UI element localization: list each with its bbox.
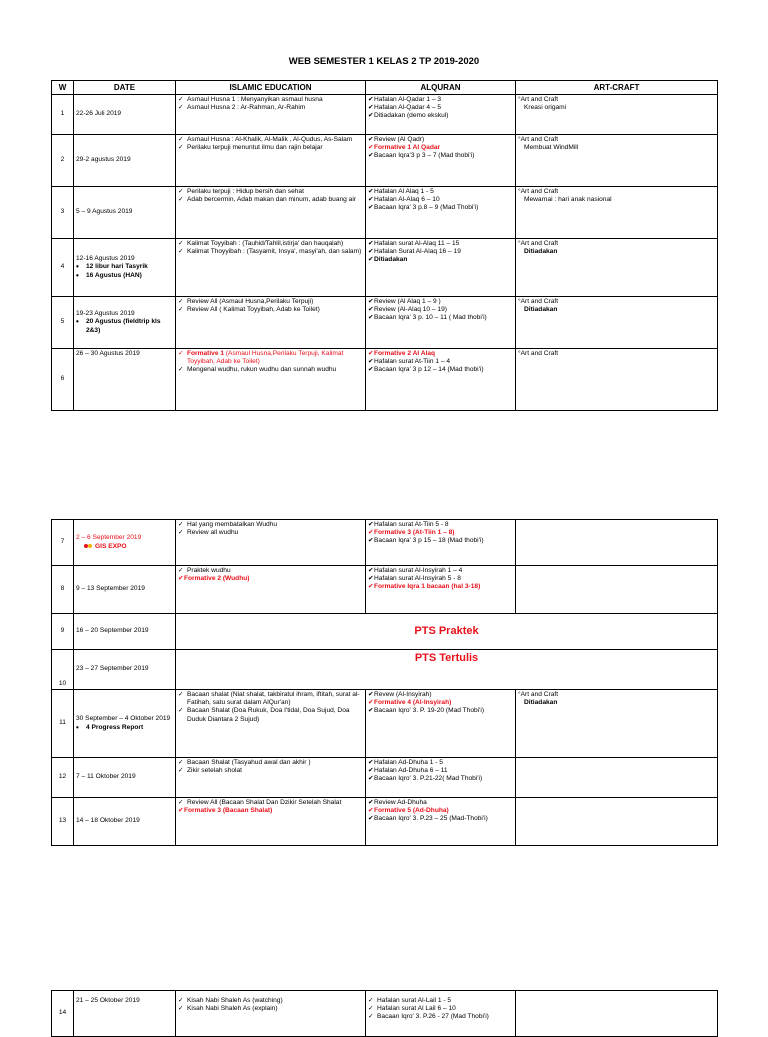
date-cell	[74, 690, 176, 758]
list-item	[178, 350, 363, 366]
page-title: WEB SEMESTER 1 KELAS 2 TP 2019-2020	[288, 56, 480, 67]
table-row	[52, 239, 718, 297]
header-alquran: ALQURAN	[366, 81, 516, 95]
list-item: ✔ Bacaan Iqro' 3. P.21-22( Mad Thobi'i)	[368, 775, 513, 783]
header-date: DATE	[74, 81, 176, 95]
list-item: ✔ Hafalan surat At-Tiin 1 – 4	[368, 358, 513, 366]
list-item: ✔ Review (Al Qadr)	[368, 136, 513, 144]
table-row	[52, 650, 718, 690]
list-item: ✔ Hafalan Ad-Dhuha 6 – 11	[368, 767, 513, 775]
list-item: ✓ Perilaku terpuji : Hidup bersih dan sehat	[178, 188, 363, 196]
table-row	[52, 758, 718, 798]
art-cell	[516, 95, 718, 135]
week-number: 13	[52, 798, 74, 846]
week-number: 9	[52, 614, 74, 650]
art-activity: Membuat WindMill	[524, 144, 579, 152]
art-label: ° Art and Craft	[518, 350, 715, 358]
islamic-cell	[176, 239, 366, 297]
list-item: ✔ Bacaan Iqra' 3 p 15 – 18 (Mad thobi'i)	[368, 537, 513, 545]
date-note: • 16 Agustus (HAN)	[76, 272, 173, 280]
date-cell	[74, 520, 176, 566]
list-item: ✓ Hal yang membatalkan Wudhu	[178, 521, 363, 529]
list-item: ✓ Review all wudhu	[178, 529, 363, 537]
islamic-cell	[176, 349, 366, 411]
week-number: 10	[52, 650, 74, 690]
list-item: ✓ Bacaan Iqro' 3. P.26 - 27 (Mad Thobi'i)	[368, 1013, 513, 1021]
list-item: ✓ Zikir setelah sholat	[178, 767, 363, 775]
formative-detail: (Asmaul Husna,Perilaku Terpuji, Kalimat Toyyibah, Adab ke Toilet)	[187, 350, 344, 366]
week-number: 3	[52, 187, 74, 239]
list-item: ✔ Ditiadakan (demo ekskul)	[368, 112, 513, 120]
table-row	[52, 349, 718, 411]
schedule-table-2	[51, 519, 718, 846]
date-cell	[74, 239, 176, 297]
week-number: 5	[52, 297, 74, 349]
list-item: ✓ Kisah Nabi Shaleh As (watching)	[178, 997, 363, 1005]
date-note: • 20 Agustus (fieldtrip kls 2&3)	[76, 318, 173, 334]
date-cell: 23 – 27 September 2019	[74, 650, 176, 690]
list-item: ✔ Hafalan Al-Alaq 6 – 10	[368, 196, 513, 204]
islamic-cell	[176, 690, 366, 758]
list-item: ✓ Asmaul Husna 2 : Ar-Rahman, Ar-Rahim	[178, 104, 363, 112]
list-item: ✔ Hafalan Al-Qadar 1 – 3	[368, 96, 513, 104]
art-cell	[516, 758, 718, 798]
art-cell	[516, 991, 718, 1037]
art-label: ° Art and Craft	[518, 298, 715, 306]
list-item: ✔ Ditiadakan	[368, 256, 513, 264]
table-row	[52, 614, 718, 650]
list-item: ✔ Hafalan Al Alaq 1 - 5	[368, 188, 513, 196]
list-item: ✓ Bacaan Shalat (Tasyahud awal dan akhir )	[178, 759, 363, 767]
week-number: 4	[52, 239, 74, 297]
list-item: ✓ Perilaku terpuji menuntut ilmu dan rajin belajar	[178, 144, 363, 152]
date-note: • 12 libur hari Tasyrik	[76, 263, 173, 271]
islamic-cell	[176, 520, 366, 566]
date-cell	[74, 297, 176, 349]
table-row	[52, 297, 718, 349]
table-row	[52, 690, 718, 758]
art-cell	[516, 349, 718, 411]
list-item: ✓ Kalimat Toyyibah : (Tauhid/Tahlil,istirja' dan hauqalah)	[178, 240, 363, 248]
art-activity: Ditiadakan	[524, 306, 558, 314]
art-label: ° Art and Craft	[518, 136, 715, 144]
date-cell: 16 – 20 September 2019	[74, 614, 176, 650]
list-item: ✓ Bacaan shalat (Niat shalat, takbiratul ihram, iftitah, surat al-Fatihah, satu surat dalam AlQur'an)	[178, 691, 363, 707]
art-cell	[516, 520, 718, 566]
list-item: ✔ Bacaan Iqra'3 p 3 – 7 (Mad thobi'i)	[368, 152, 513, 160]
list-item: ✓ Mengenal wudhu, rukun wudhu dan sunnah wudhu	[178, 366, 363, 374]
list-item: ✓ Review All (Bacaan Shalat Dan Dzikir Setelah Shalat	[178, 799, 363, 807]
list-item: ✔ Hafalan surat Al-Alaq 11 – 15	[368, 240, 513, 248]
art-activity: Kreasi origami	[524, 104, 567, 112]
quran-cell	[366, 187, 516, 239]
schedule-table-1	[51, 80, 718, 411]
islamic-cell	[176, 187, 366, 239]
list-item: ✔ Bacaan Iqra' 3 p. 10 – 11 ( Mad thobi'i)	[368, 314, 513, 322]
week-number: 2	[52, 135, 74, 187]
art-label: ° Art and Craft	[518, 240, 715, 248]
art-label: ° Art and Craft	[518, 96, 715, 104]
list-item: ✓ Adab bercermin, Adab makan dan minum, adab buang air	[178, 196, 363, 204]
formative-label: Formative 1	[187, 350, 225, 357]
date-text: 2 – 6 September 2019	[76, 534, 142, 542]
expo-sticker-icon	[84, 543, 92, 549]
date-cell: 22-26 Juli 2019	[74, 95, 176, 135]
list-item: ✔ Review Ad-Dhuha	[368, 799, 513, 807]
quran-cell	[366, 991, 516, 1037]
week-number: 11	[52, 690, 74, 758]
table-row	[52, 520, 718, 566]
islamic-cell	[176, 758, 366, 798]
table-row	[52, 95, 718, 135]
header-week: W	[52, 81, 74, 95]
week-number: 6	[52, 349, 74, 411]
date-text: 30 September – 4 Oktober 2019	[76, 715, 171, 723]
week-number: 12	[52, 758, 74, 798]
islamic-cell	[176, 566, 366, 614]
list-item: ✓ Hafalan surat Al Lail 6 – 10	[368, 1005, 513, 1013]
art-cell	[516, 135, 718, 187]
date-cell: 21 – 25 Oktober 2019	[74, 991, 176, 1037]
week-number: 7	[52, 520, 74, 566]
islamic-cell	[176, 991, 366, 1037]
list-item: ✔ Bacaan Iqro' 3. P. 19-20 (Mad Thobi'i)	[368, 707, 513, 715]
art-activity: Mewarnai : hari anak nasional	[524, 196, 612, 204]
list-item: ✔ Formative 5 (Ad-Dhuha)	[368, 807, 513, 815]
pts-praktek-banner: PTS Praktek	[176, 614, 718, 650]
quran-cell	[366, 566, 516, 614]
list-item: ✔ Bacaan Iqra' 3 p 12 – 14 (Mad thobi'i)	[368, 366, 513, 374]
list-item: ✔ Bacaan Iqra' 3 p.8 – 9 (Mad Thobi'i)	[368, 204, 513, 212]
schedule-table-3	[51, 990, 718, 1037]
list-item: ✔ Bacaan Iqro' 3. P.23 – 25 (Mad-Thobi'i)	[368, 815, 513, 823]
list-item: ✔ Formative 2 (Wudhu)	[178, 575, 363, 583]
week-number: 1	[52, 95, 74, 135]
quran-cell	[366, 798, 516, 846]
art-label: ° Art and Craft	[518, 188, 715, 196]
quran-cell	[366, 135, 516, 187]
quran-cell	[366, 520, 516, 566]
date-note	[76, 543, 173, 551]
list-item: ✓ Praktek wudhu	[178, 567, 363, 575]
date-note: • 4 Progress Report	[76, 724, 173, 732]
art-cell	[516, 798, 718, 846]
header-art-craft: ART-CRAFT	[516, 81, 718, 95]
date-note-text: GIS EXPO	[95, 542, 127, 550]
table-row	[52, 187, 718, 239]
list-item: ✔ Formative 2 Al Alaq	[368, 350, 513, 358]
islamic-cell	[176, 297, 366, 349]
list-item: ✔ Revew (Al-Insyirah)	[368, 691, 513, 699]
week-number: 8	[52, 566, 74, 614]
list-item: ✓ Kalimat Thoyyibah : (Tasyamit, Insya', masyi'ah, dan salam)	[178, 248, 363, 256]
quran-cell	[366, 349, 516, 411]
quran-cell	[366, 758, 516, 798]
header-islamic-education: ISLAMIC EDUCATION	[176, 81, 366, 95]
date-cell: 14 – 18 Oktober 2019	[74, 798, 176, 846]
art-cell	[516, 297, 718, 349]
quran-cell	[366, 95, 516, 135]
list-item: ✓ Review All ( Kalimat Toyyibah, Adab ke Toilet)	[178, 306, 363, 314]
date-cell: 5 – 9 Agustus 2019	[74, 187, 176, 239]
art-cell	[516, 187, 718, 239]
table-row	[52, 798, 718, 846]
quran-cell	[366, 297, 516, 349]
quran-cell	[366, 690, 516, 758]
art-cell	[516, 239, 718, 297]
list-item: ✔ Formative Iqra 1 bacaan (hal 3-18)	[368, 583, 513, 591]
list-item: ✓ Hafalan surat Al-Lail 1 - 5	[368, 997, 513, 1005]
date-text: 19-23 Agustus 2019	[76, 310, 135, 318]
date-text: 12-16 Agustus 2019	[76, 255, 135, 263]
list-item: ✔ Hafalan surat Al-Insyirah 1 – 4	[368, 567, 513, 575]
list-item: ✔ Review (Al-Alaq 10 – 19)	[368, 306, 513, 314]
list-item: ✓ Kisah Nabi Shaleh As (explain)	[178, 1005, 363, 1013]
art-label: ° Art and Craft	[518, 691, 715, 699]
islamic-cell	[176, 95, 366, 135]
list-item: ✔ Formative 3 (At-Tiin 1 – 8)	[368, 529, 513, 537]
list-item: ✔ Formative 3 (Bacaan Shalat)	[178, 807, 363, 815]
islamic-cell	[176, 135, 366, 187]
list-item: ✔ Hafalan Al-Qadar 4 – 5	[368, 104, 513, 112]
list-item: ✔ Formative 1 Al Qadar	[368, 144, 513, 152]
list-item: ✓ Asmaul Husna : Al-Khalik, Al-Malik , Al-Qudus, As-Salam	[178, 136, 363, 144]
list-item: ✔ Review (Al Alaq 1 – 9 )	[368, 298, 513, 306]
table-row	[52, 566, 718, 614]
art-cell	[516, 690, 718, 758]
art-activity: Ditiadakan	[524, 699, 558, 707]
week-number: 14	[52, 991, 74, 1037]
quran-cell	[366, 239, 516, 297]
list-item: ✔ Hafalan Surat Al-Alaq 16 – 19	[368, 248, 513, 256]
art-activity: Ditiadakan	[524, 248, 558, 256]
list-item: ✔ Hafalan surat Al-Insyirah 5 - 8	[368, 575, 513, 583]
table-row	[52, 135, 718, 187]
list-item: ✓ Asmaul Husna 1 : Menyanyikan asmaul husna	[178, 96, 363, 104]
list-item: ✓ Bacaan Shalat (Doa Rukuk, Doa I'tidal, Doa Sujud, Doa Duduk Diantara 2 Sujud)	[178, 707, 363, 723]
islamic-cell	[176, 798, 366, 846]
date-cell: 29-2 agustus 2019	[74, 135, 176, 187]
date-cell: 9 – 13 September 2019	[74, 566, 176, 614]
table-row	[52, 991, 718, 1037]
list-item: ✔ Hafalan surat At-Tiin 5 - 8	[368, 521, 513, 529]
date-cell: 26 – 30 Agustus 2019	[74, 349, 176, 411]
list-item: ✓ Review All (Asmaul Husna,Perilaku Terpuji)	[178, 298, 363, 306]
list-item: ✔ Formative 4 (Al-Insyirah)	[368, 699, 513, 707]
art-cell	[516, 566, 718, 614]
date-cell: 7 – 11 Oktober 2019	[74, 758, 176, 798]
list-item: ✔ Hafalan Ad-Dhuha 1 - 5	[368, 759, 513, 767]
pts-tertulis-banner: PTS Tertulis	[176, 650, 718, 690]
